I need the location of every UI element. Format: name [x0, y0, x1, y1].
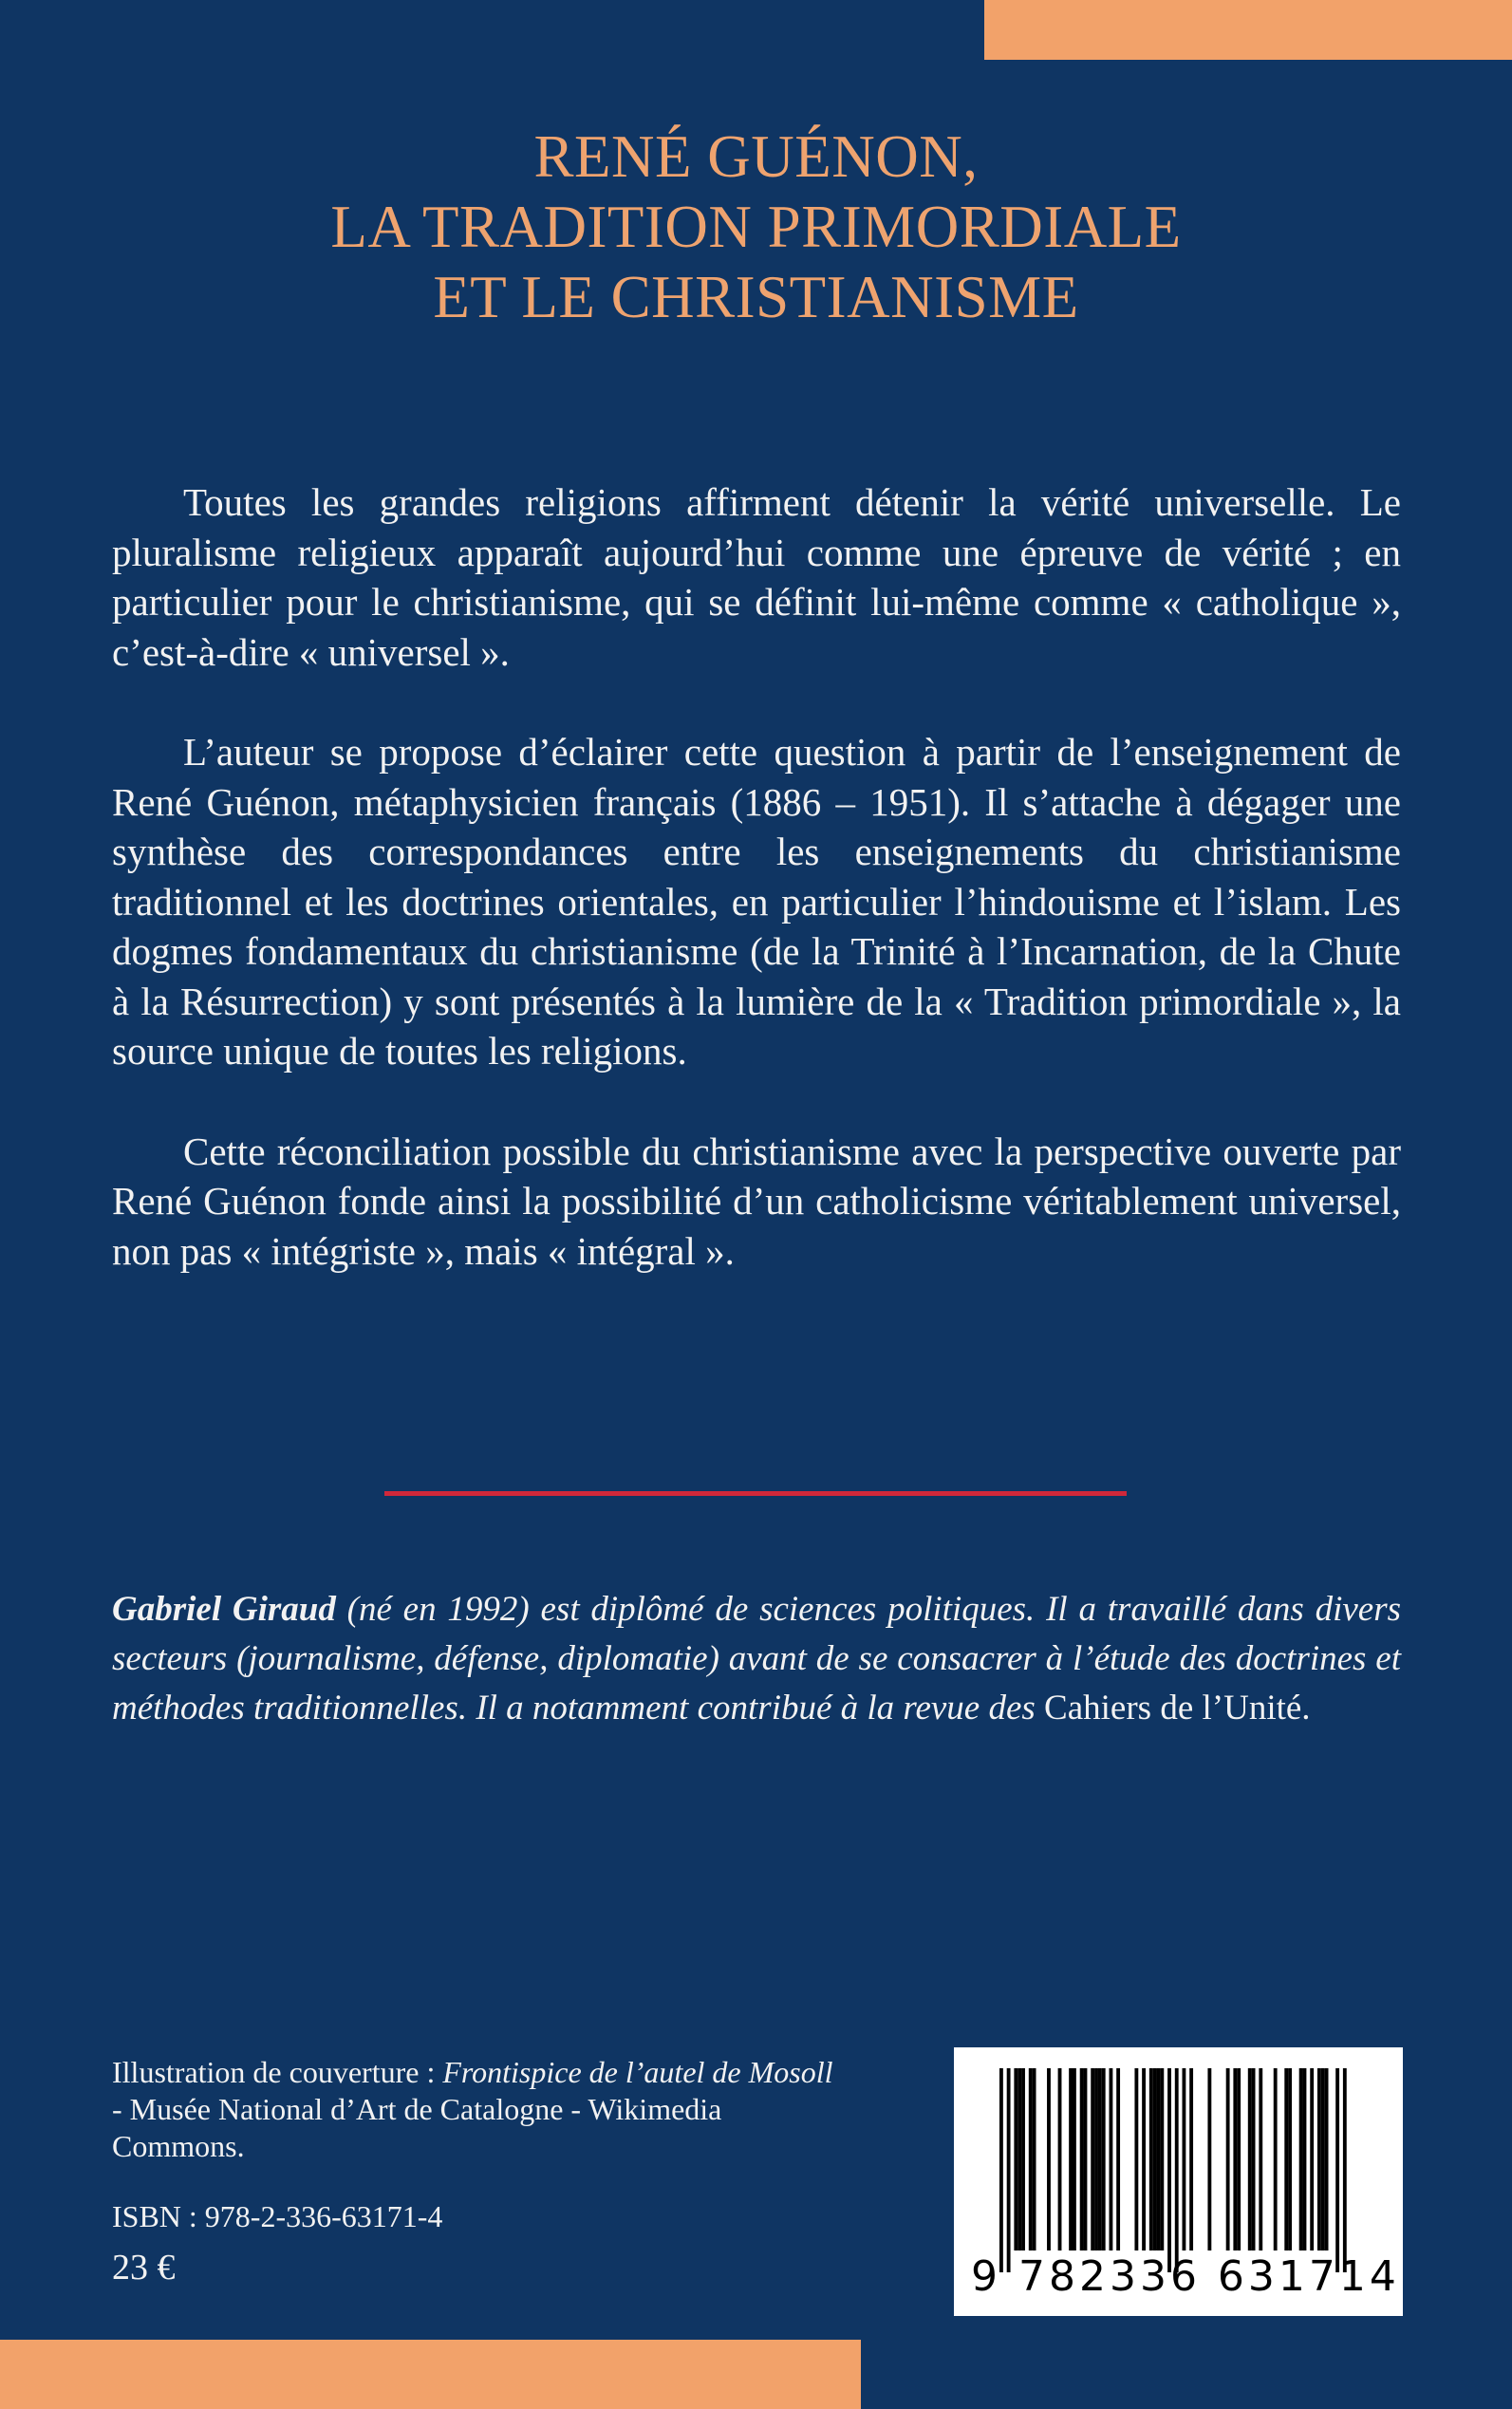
barcode-bar — [1084, 2068, 1088, 2250]
barcode-bar — [1014, 2068, 1017, 2250]
barcode-bar — [1284, 2068, 1288, 2250]
barcode-bar — [1259, 2068, 1262, 2250]
barcode-bar — [1102, 2068, 1106, 2250]
barcode-bar — [1091, 2068, 1094, 2250]
barcode-bar — [1033, 2068, 1036, 2250]
credit-suffix: - Musée National d’Art de Catalogne - Wikimedia Commons. — [112, 2092, 722, 2163]
barcode-bar — [1317, 2068, 1321, 2250]
author-name: Gabriel Giraud — [112, 1590, 336, 1629]
barcode-bar — [1017, 2068, 1021, 2250]
barcode-bar — [1175, 2068, 1179, 2272]
barcode-bar — [1321, 2068, 1325, 2250]
barcode-bar — [1080, 2068, 1084, 2250]
barcode-bar — [1237, 2068, 1241, 2250]
barcode-bar — [1183, 2068, 1186, 2250]
section-divider — [384, 1491, 1127, 1496]
barcode-bar — [1207, 2068, 1211, 2250]
title-line-1: RENÉ GUÉNON, — [533, 123, 979, 190]
barcode-bar — [1007, 2068, 1011, 2272]
barcode-bar — [1157, 2068, 1161, 2250]
barcode-bar — [1310, 2068, 1314, 2250]
barcode-bar — [1058, 2068, 1062, 2250]
top-accent-bar — [984, 0, 1512, 60]
author-bio — [112, 1585, 1401, 1733]
barcode-bar — [1134, 2068, 1138, 2250]
isbn: ISBN : 978-2-336-63171-4 — [112, 2199, 443, 2233]
price: 23 € — [112, 2248, 176, 2288]
bio-end: . — [1301, 1689, 1311, 1727]
barcode-bar — [1073, 2068, 1076, 2250]
book-title — [0, 121, 1512, 332]
barcode-bar — [1248, 2068, 1252, 2250]
barcode-digits: 9 782336 631714 — [971, 2252, 1400, 2301]
barcode-bar — [1343, 2068, 1347, 2272]
journal-name: Cahiers de l’Unité — [1044, 1689, 1302, 1727]
barcode-bar — [1233, 2068, 1237, 2250]
barcode-bar — [1021, 2068, 1025, 2250]
summary-text — [112, 477, 1401, 1326]
barcode-bar — [1149, 2068, 1153, 2250]
barcode-bar — [1226, 2068, 1230, 2250]
barcode-bar — [1335, 2068, 1339, 2272]
summary-paragraph-2: L’auteur se propose d’éclairer cette question à partir de l’enseignement de René Guénon, métaphysicien français (1886 – 1951). Il s’attache à dégager une synthèse des correspondances entre les enseignements du christianisme traditionnel et les doctrines orientales, en particulier l’hindouisme et l’islam. Les dogmes fondamentaux du christianisme (de la Trinité à l’Incarnation, de la Chute à la Résurrection) y sont présentés à la lumière de la « Tradition primordiale », la source unique de toutes les religions. — [112, 730, 1401, 1073]
barcode-bar — [1167, 2068, 1171, 2272]
credit-prefix: Illustration de couverture : — [112, 2055, 443, 2089]
bottom-accent-bar — [0, 2340, 861, 2409]
barcode-bar — [1274, 2068, 1278, 2250]
summary-paragraph-1: Toutes les grandes religions affirment détenir la vérité universelle. Le pluralisme religieux apparaît aujourd’hui comme une épreuve de vérité ; en particulier pour le christianisme, qui se définit lui-même comme « catholique », c’est-à-dire « universel ». — [112, 480, 1401, 674]
barcode-bar — [1299, 2068, 1303, 2250]
barcode — [954, 2047, 1403, 2316]
credit-work-title: Frontispice de l’autel de Mosoll — [442, 2055, 833, 2089]
barcode-bar — [1252, 2068, 1256, 2250]
barcode-bar — [999, 2068, 1003, 2272]
barcode-bar — [1094, 2068, 1098, 2250]
barcode-bar — [1142, 2068, 1146, 2250]
barcode-bar — [1288, 2068, 1292, 2250]
title-line-2: LA TRADITION PRIMORDIALE — [330, 194, 1182, 260]
barcode-bar — [1189, 2068, 1193, 2250]
barcode-bar — [1098, 2068, 1102, 2250]
barcode-bar — [1029, 2068, 1033, 2250]
barcode-bar — [1153, 2068, 1157, 2250]
barcode-bar — [1110, 2068, 1113, 2250]
author-bio-text: (né en 1992) est diplômé de sciences politiques. Il a travaillé dans divers secteurs (journalisme, défense, diplomatie) avant de se consacrer à l’étude des doctrines et méthodes traditionnelles. Il a notamment contribué à la revue des — [112, 1590, 1402, 1727]
barcode-bar — [1116, 2068, 1120, 2250]
summary-paragraph-3: Cette réconciliation possible du christianisme avec la perspective ouverte par René Guénon fonde ainsi la possibilité d’un catholicisme véritablement universel, non pas « intégriste », mais « intégral ». — [112, 1129, 1401, 1273]
barcode-bar — [1160, 2068, 1164, 2250]
title-line-3: ET LE CHRISTIANISME — [433, 264, 1079, 330]
illustration-credit — [112, 2054, 833, 2165]
barcode-bar — [1047, 2068, 1051, 2250]
barcode-bar — [1303, 2068, 1307, 2250]
barcode-bar — [1325, 2068, 1329, 2250]
barcode-bar — [1069, 2068, 1073, 2250]
